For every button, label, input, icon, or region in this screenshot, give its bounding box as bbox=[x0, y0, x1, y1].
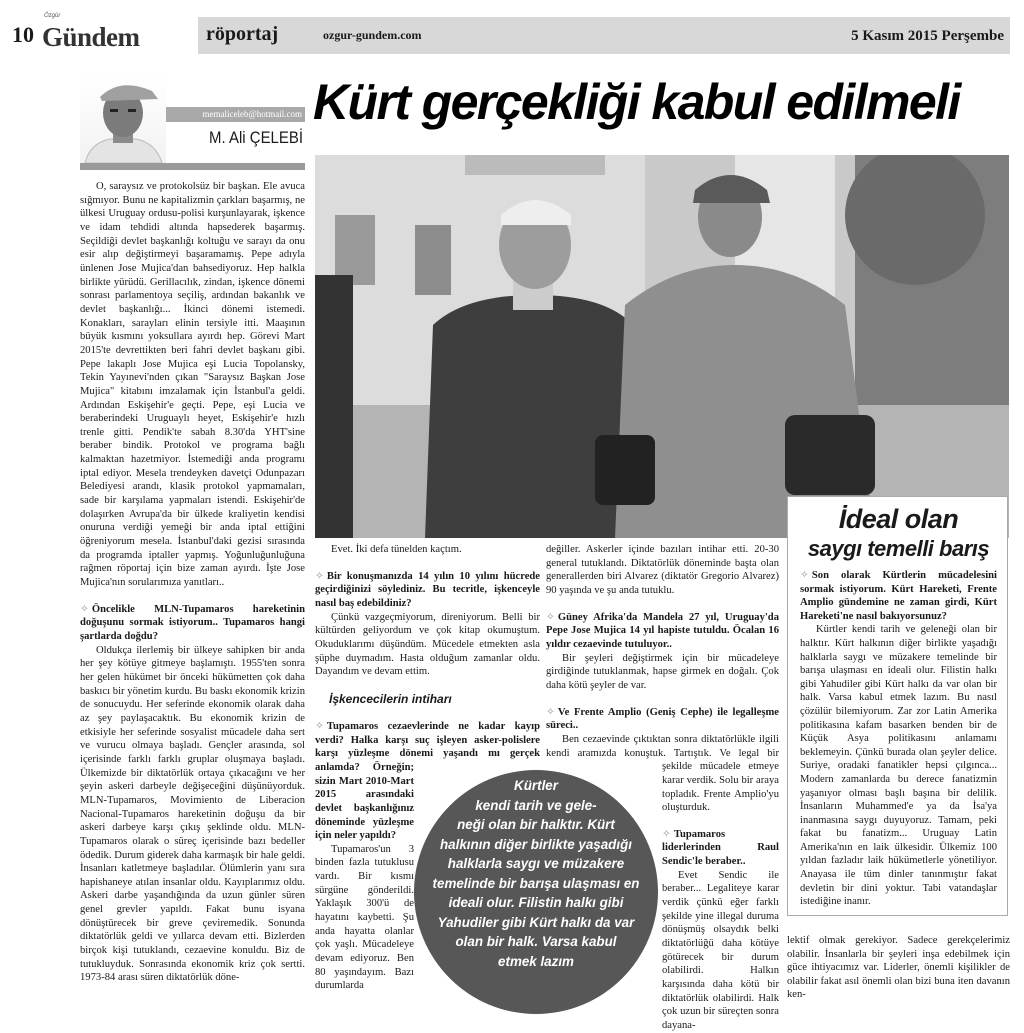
website-link[interactable]: ozgur-gundem.com bbox=[323, 28, 422, 42]
author-photo bbox=[80, 75, 166, 163]
interview-answer: Kürtler kendi tarih ve geleneği olan bir halktır. Kürt halkının diğer birlikte yaşadığı halklarla saygı ve müzakere temelinde bir barışa ulaşması en ideali olur. Filistin halkı gibi Yahudiler gibi Kürt halkı da var olan bir halk. Varsa kabul etmek lazım. Bu nasıl çözülür bilemiyorum. Zar zor Latin Amerika politikasına kafam basarken benden bir de Küçük Asya politikasını anlamamı beklemeyin. Çünkü burada olan şeyler delice. Suriye, oradaki fanatikler hepsi çılgınca... Modern zamanlarda bu derece fanatizmin yaşanıyor olması başlı başına bir delilik. İnsanların Muhammed'e ya da İsa'ya inanmasına saygı duyuyoruz. Tamam, peki fakat bu fanatizm... Uruguay Latin Amerika'nın en laik ülkesidir. Ülkemiz 100 yıldan fazladır laik hükümetlerle yönetiliyor. Anayasa ile tüm dinler tanınmıştır fakat devletin bir dini yoktur. Tabi vatandaşlar istediğine inanır. bbox=[800, 624, 997, 908]
ornament-icon: ✧ bbox=[662, 828, 671, 840]
question-text: Bir konuşmanızda 14 yılın 10 yılını hücrede geçirdiğinizi söylediniz. Bu tecritle, işkenceyle nasıl baş edebildiniz? bbox=[315, 570, 540, 609]
interview-answer: Evet. İki defa tünelden kaçtım. bbox=[331, 544, 462, 555]
interview-answer: Ben cezaevinde çıktıktan sonra diktatörlükle ilgili kendi aramızda konuştuk. Tartıştık. Ve legal bir şekilde mücadele etmeye karar verdik. Solu bir araya topladık. Frente Amplio'yu oluşturduk. bbox=[546, 733, 779, 814]
newspaper-logo: Gündem bbox=[42, 22, 140, 52]
pull-quote-line: ideali olur. Filistin halkı gibi bbox=[448, 895, 624, 910]
question-text: Tupamaros cezaevlerinde ne kadar kayıp verdi? Halka karşı suç işleyen asker-polislere karşı yüzleşme dönemi yaşandı mı gerçek anlamda? Örneğin; sizin Mart 2010-Mart 2015 arasındaki devlet başkanlığınız döneminde yüzleşme için neler yapıldı? bbox=[315, 720, 540, 842]
ornament-icon: ✧ bbox=[315, 720, 324, 732]
issue-date: 5 Kasım 2015 Perşembe bbox=[851, 28, 1004, 44]
interview-answer: Çünkü vazgeçmiyorum, direniyorum. Belli bir kültürden geliyordum ve çok kitap okumuştum. Okuduklarımı düşündüm. Mücedele etmekten asla şüphe duymadım. Hasta olduğum zamanlar oldu. Dayandım ve devam ettim. bbox=[315, 611, 540, 678]
question-text: Ve Frente Amplio (Geniş Cephe) ile legalleşme süreci.. bbox=[546, 706, 779, 732]
pull-quote-line: kendi tarih ve gele- bbox=[475, 797, 597, 813]
pull-quote bbox=[414, 770, 658, 1014]
ornament-icon: ✧ bbox=[546, 706, 555, 718]
pull-quote-line: neği olan bir halktır. Kürt bbox=[457, 817, 615, 832]
pull-quote-line: Yahudiler gibi Kürt halkı da var bbox=[437, 914, 635, 930]
ornament-icon: ✧ bbox=[800, 570, 809, 581]
interview-answer: değiller. Askerler içinde bazıları intihar etti. 20-30 general tutuklandı. Diktatörlük döneminde başta olan generallerden biri Alvarez (diktatör Gregorio Alvarez) 90 yaşında ve şu anda tutuklu. bbox=[546, 544, 779, 596]
section-title: röportaj bbox=[206, 23, 279, 45]
pull-quote-line: temelinde bir barışa ulaşması en bbox=[432, 875, 640, 891]
interview-question bbox=[80, 603, 305, 644]
headline: Kürt gerçekliği kabul edilmeli bbox=[313, 74, 960, 130]
pull-quote-line: halkının diğer birlikte yaşadığı bbox=[440, 836, 632, 852]
author-name: M. Ali ÇELEBİ bbox=[209, 128, 303, 147]
interview-question bbox=[546, 611, 779, 652]
ornament-icon: ✧ bbox=[80, 603, 89, 615]
question-text: Öncelikle MLN-Tupamaros hareketinin doğuşunu sormak istiyorum.. Tupamaros hangi şartlarda doğdu? bbox=[80, 603, 305, 642]
article-column-1 bbox=[80, 180, 305, 985]
interview-question bbox=[546, 706, 779, 733]
intro-paragraph: O, saraysız ve protokolsüz bir başkan. Ele avuca sığmıyor. Bunu ne kapitalizmin çarkları başarmış, ne ülkesi Uruguay ordusu-polisi kurşunlayarak, işkence ve idam tehdidi altında hapsederek başarmış. Seçildiği devlet başkanlığı koltuğu ve sarayı da onu esir alıp değiştirmeyi başaramamış. Pepe adıyla ünlenen Jose Mujica'dan bahsediyoruz. Hep halkla birlikte yürüdü. Gerillacılık, zindan, işkence dönemi sonrası parlamentoya seçiliş, ardından bakanlık ve devlet başkanlığı... İkinci dönemi istemedi. Konakları, sarayları elinin tersiyle itti. Maaşının büyük kısmını yoksullara ayırdı hep. Görevi Mart 2015'te devrettikten beri fahri devlet başkanı gibi. Pepe lakaplı Jose Mujica eşi Lucia Topolansky, Tekin Yayınevi'nden çıkan "Saraysız Başkan Jose Mujica" kitabını imzalamak için İstanbul'a geldi. Ardından Eskişehir'e geçti. Pepe, eşi Lucia ve beraberindeki Uruguaylı heyet, Eskişehir'e hızlı trenle gitti. Pendik'te sabah 8.30'da YHT'sine beraber bindik. Protokol ve programa bağlı kalmaktan hazetmiyor. İstemediği anda programı iptal ediyor. Mesela trendeyken davetçi Odunpazarı Belediyesi arandı, klasik protokol yapmamaları, sade bir karşılama yapmaları istendi. Eskişehir'de dolaşırken Avrupa'da bir ülkede kraliyetin kendisi onuruna verdiği yemeği bir anda iptal ettiğini öğreniyorum mesela. İstanbul'daki gezisi sırasında da programda iptaller yapmış. Yoğunluğunluğuna rağmen röportaj için bize zaman ayırdı. İşte Jose Mujica'nın sorularımıza yanıtları.. bbox=[80, 181, 305, 589]
question-text: Güney Afrika'da Mandela 27 yıl, Uruguay'da Pepe Jose Mujica 14 yıl hapiste tutuldu. Öcalan 16 yıldır cezaevinde tutuluyor.. bbox=[546, 611, 779, 650]
ornament-icon: ✧ bbox=[315, 570, 324, 582]
question-text: Tupamaros liderlerinden Raul Sendic'le beraber.. bbox=[662, 828, 779, 868]
pull-quote-line: Kürtler bbox=[514, 778, 558, 793]
sidebar-box bbox=[787, 496, 1008, 916]
interview-answer: Evet Sendic ile beraber... Legaliteye karar verdik çünkü eğer farklı şekilde yine illegal duruma dönüşmüş olsaydık belki diktatörlüğü daha kötüye götürecek bir durum olabilirdi. Halkın karşısında daha kötü bir diktatörlük olabilirdi. Halk çok uzun bir süreçten sonra dayana- bbox=[662, 869, 779, 1031]
author-divider bbox=[80, 163, 305, 170]
page-number: 10 bbox=[12, 22, 34, 47]
continued-text: lektif olmak gerekiyor. Sadece gerekçelerimiz olabilir. İnsanlarla bir şeyleri inşa edebilmek için güce ihtiyacımız var. Liderler, önemli kişilikler de olabilir fakat asıl önemli olan bizi buna iten davanın ken- bbox=[787, 935, 1010, 1001]
article-photo bbox=[315, 155, 1009, 538]
subheading: İşkencecilerin intiharı bbox=[329, 691, 452, 706]
interview-question bbox=[315, 570, 540, 611]
pull-quote-line: olan bir halk. Varsa kabul bbox=[455, 934, 617, 949]
pull-quote-line: etmek lazım bbox=[498, 953, 574, 969]
sidebar-subtitle: saygı temelli barış bbox=[807, 536, 990, 561]
interview-answer: Bir şeyleri değiştirmek için bir mücadeleye girdiğinde tutuklanmak, hapse girmek en doğalı. Çok daha kötü şeyler de var. bbox=[546, 652, 779, 691]
interview-question bbox=[800, 569, 997, 623]
author-email[interactable]: memaliceleb@hotmail.com bbox=[166, 107, 305, 122]
pull-quote-line: halklarla saygı ve müzakere bbox=[447, 856, 625, 871]
sidebar-title: İdeal olan bbox=[838, 504, 959, 534]
ornament-icon: ✧ bbox=[546, 611, 555, 623]
interview-answer: Tupamaros'un 3 binden fazla tutuklusu vardı. Bir kısmı sürgüne gönderildi. Yaklaşık 300'ü de hayatını kaybetti. Şu anda hayatta olanlar çok yaşlı. Mücadeleye devam ediyoruz. Ben 80 yaşındayım. Bazı durumlarda bbox=[315, 843, 414, 992]
question-text: Son olarak Kürtlerin mücadelesini sormak istiyorum. Kürt Hareketi, Frente Amplio gündemine ne zaman girdi, Kürt Hareketi'ne nasıl bakıyorsunuz? bbox=[800, 570, 997, 622]
logo-small-text: Özgür bbox=[44, 13, 61, 19]
interview-answer: Oldukça ilerlemiş bir ülkeye sahipken bir anda her şey kötüye gitmeye başlamıştı. 1955'ten sonra her gelen hükümet bir önceki hükümetten çok daha baskıcı bir yönetim kurdu. Bu baskı ekonomik krizin de sonucuydu. Her seferinde ekonomik olarak daha az şey paylaşacaktık. Bu ekonomik krizin de etkisiyle her seferinde sosyalist mücadele daha sert ve vurucu olmaya başladı. Gençler arasında, sol içerisinde farklı farklı gruplar oluşmaya başladı. Ülkemizde bir diktatörlük ortaya çıkacağını ve her şeyin askeri darbeyle değişeceğini düşünüyorduk. MLN-Tupamaros, Movimiento de Liberacion Nacional-Tupamaros hareketinin doğuşu da bir askeri darbeye karşı çıkış şeklinde oldu. MLN-Tupamaros olarak o süreç içerisinde bazı bedeller ödedik. Durum giderek daha karmaşık bir hale geldi. İnsanları katletmeye başladılar. Ölümlerin yanı sıra hapishaneye atılan insanlar oldu. Kayıplarımız oldu. Askeri darbe yaşandığında da uzun günler süren genel grevler yapıldı. Fakat bunu isyana dönüştürecek bir greve çeviremedik. Sonunda diktatörlük geldi ve yıllarca devam etti. Bizlerden birçok kişi tutuklandı, cezaevine konuldu. Biz de tutukluyduk. Sonrasında ekonomik kriz çok sertti. 1973-84 arası süren diktatörlük döne- bbox=[80, 644, 305, 984]
